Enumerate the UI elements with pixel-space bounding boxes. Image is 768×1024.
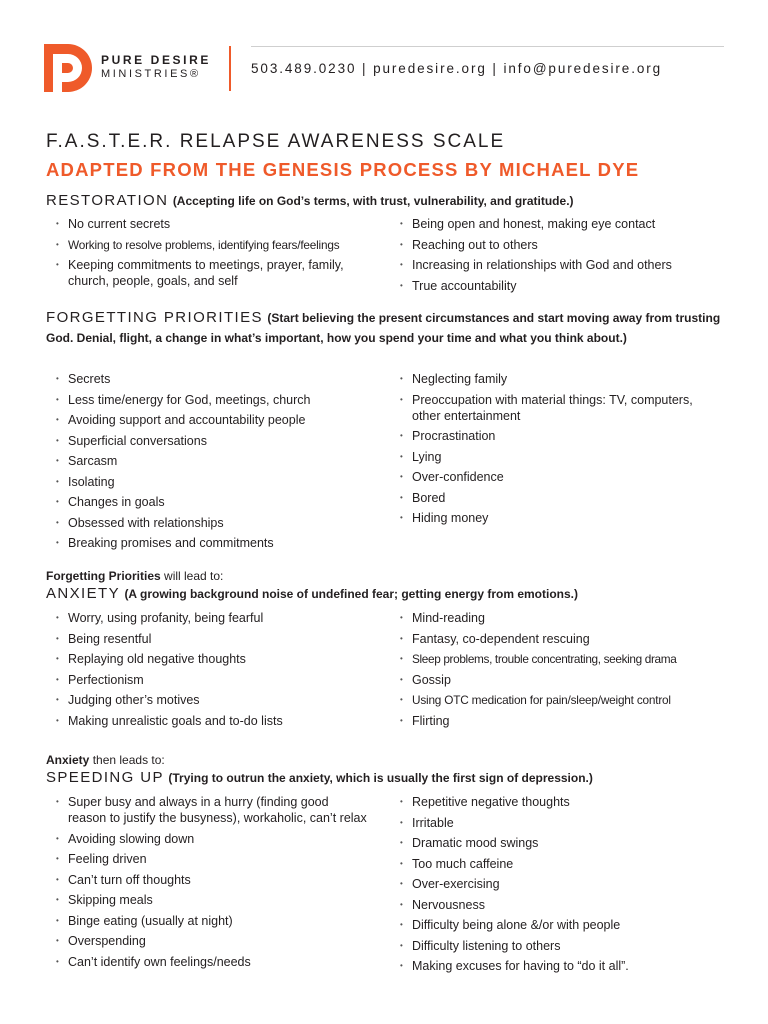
list-item: • Difficulty being alone &/or with people <box>390 917 735 933</box>
list-item: • Fantasy, co-dependent rescuing <box>390 631 735 647</box>
list-item: • Can’t turn off thoughts <box>46 872 386 888</box>
list-item: • Breaking promises and commitments <box>46 535 386 551</box>
brand-name: PURE DESIRE <box>101 53 211 67</box>
list-item: • Secrets <box>46 371 386 387</box>
section-name: FORGETTING PRIORITIES <box>46 309 263 326</box>
section-name: ANXIETY <box>46 585 120 602</box>
restoration-left-list <box>46 216 386 289</box>
section-description: (Trying to outrun the anxiety, which is usually the first sign of depression.) <box>168 771 593 785</box>
list-item: • Working to resolve problems, identifying fears/feelings <box>46 237 386 253</box>
section-description: (A growing background noise of undefined fear; getting energy from emotions.) <box>124 587 579 601</box>
list-item: • Repetitive negative thoughts <box>390 794 735 810</box>
list-item: • Flirting <box>390 713 735 729</box>
list-item: • Too much caffeine <box>390 856 735 872</box>
list-item: • Feeling driven <box>46 851 386 867</box>
list-item: • Neglecting family <box>390 371 735 387</box>
list-item: • Reaching out to others <box>390 237 735 253</box>
list-item: • Being resentful <box>46 631 386 647</box>
pure-desire-logo-icon <box>44 44 92 92</box>
lead-in-bold: Forgetting Priorities <box>46 569 161 583</box>
list-item: • Avoiding support and accountability people <box>46 412 386 428</box>
forgetting-right-list <box>390 371 735 526</box>
list-item: • Procrastination <box>390 428 735 444</box>
brand-wordmark <box>101 53 211 81</box>
list-item: • Irritable <box>390 815 735 831</box>
section-heading-restoration <box>46 191 736 211</box>
speeding-up-right-list <box>390 794 735 974</box>
list-item: • Super busy and always in a hurry (finding good reason to justify the busyness), workaholic, can’t relax <box>46 794 368 826</box>
contact-info: 503.489.0230 | puredesire.org | info@puredesire.org <box>251 61 663 76</box>
list-item: • Gossip <box>390 672 735 688</box>
list-item: • Using OTC medication for pain/sleep/weight control <box>390 692 735 708</box>
page-title: F.A.S.T.E.R. RELAPSE AWARENESS SCALE <box>46 131 506 152</box>
lead-in-bold: Anxiety <box>46 753 90 767</box>
anxiety-lead-in <box>46 569 223 583</box>
list-item: • Sleep problems, trouble concentrating, seeking drama <box>390 651 735 667</box>
list-item: • Binge eating (usually at night) <box>46 913 386 929</box>
page-subtitle: ADAPTED FROM THE GENESIS PROCESS BY MICHAEL DYE <box>46 159 640 180</box>
section-heading-anxiety <box>46 584 736 604</box>
speeding-up-lead-in <box>46 753 165 767</box>
list-item: • Replaying old negative thoughts <box>46 651 386 667</box>
list-item: • Judging other’s motives <box>46 692 386 708</box>
list-item: • Isolating <box>46 474 386 490</box>
list-item: • Lying <box>390 449 735 465</box>
list-item: • Avoiding slowing down <box>46 831 386 847</box>
list-item: • Difficulty listening to others <box>390 938 735 954</box>
header-rule <box>251 46 724 47</box>
lead-in-text: will lead to: <box>160 569 224 583</box>
list-item: • No current secrets <box>46 216 386 232</box>
list-item: • Superficial conversations <box>46 433 386 449</box>
anxiety-right-list <box>390 610 735 729</box>
list-item: • Being open and honest, making eye contact <box>390 216 735 232</box>
speeding-up-left-list <box>46 794 386 970</box>
list-item: • Less time/energy for God, meetings, church <box>46 392 386 408</box>
list-item: • Keeping commitments to meetings, prayer, family, church, people, goals, and self <box>46 257 364 289</box>
section-description: (Accepting life on God’s terms, with trust, vulnerability, and gratitude.) <box>172 194 574 208</box>
list-item: • Perfectionism <box>46 672 386 688</box>
page-header <box>0 0 768 110</box>
section-name: SPEEDING UP <box>46 769 164 786</box>
list-item: • Making excuses for having to “do it all”. <box>390 958 735 974</box>
section-heading-forgetting-priorities <box>46 308 736 348</box>
section-name: RESTORATION <box>46 192 169 209</box>
list-item: • Dramatic mood swings <box>390 835 735 851</box>
section-description: (Start believing the present circumstances and start moving away from trusting God. Denial, flight, a change in what’s important, how you spend your time and what you think about.) <box>46 311 721 345</box>
list-item: • Over-confidence <box>390 469 735 485</box>
list-item: • True accountability <box>390 278 735 294</box>
list-item: • Over-exercising <box>390 876 735 892</box>
section-heading-speeding-up <box>46 768 736 788</box>
list-item: • Hiding money <box>390 510 735 526</box>
list-item: • Sarcasm <box>46 453 386 469</box>
list-item: • Changes in goals <box>46 494 386 510</box>
list-item: • Bored <box>390 490 735 506</box>
list-item: • Nervousness <box>390 897 735 913</box>
forgetting-left-list <box>46 371 386 551</box>
list-item: • Obsessed with relationships <box>46 515 386 531</box>
brand-subname: MINISTRIES® <box>101 68 201 80</box>
list-item: • Preoccupation with material things: TV, computers, other entertainment <box>390 392 702 424</box>
list-item: • Increasing in relationships with God and others <box>390 257 735 273</box>
list-item: • Overspending <box>46 933 386 949</box>
list-item: • Making unrealistic goals and to-do lists <box>46 713 386 729</box>
list-item: • Worry, using profanity, being fearful <box>46 610 386 626</box>
lead-in-text: then leads to: <box>89 753 165 767</box>
list-item: • Skipping meals <box>46 892 386 908</box>
anxiety-left-list <box>46 610 386 729</box>
header-divider <box>229 46 231 91</box>
list-item: • Mind-reading <box>390 610 735 626</box>
restoration-right-list <box>390 216 735 294</box>
list-item: • Can’t identify own feelings/needs <box>46 954 386 970</box>
